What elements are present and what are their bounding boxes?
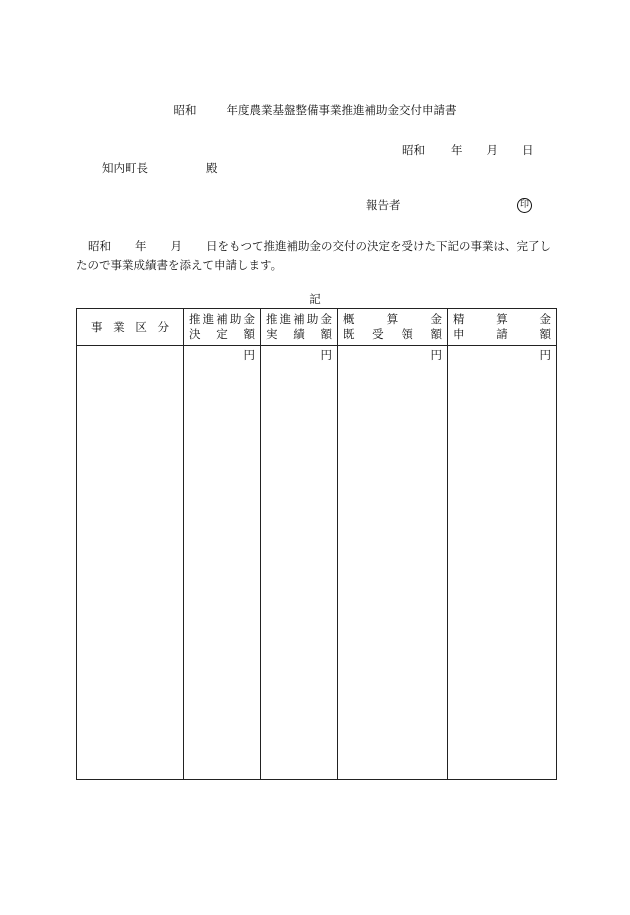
- body-year: 年: [135, 239, 147, 253]
- unit-yen: 円: [320, 348, 332, 362]
- cell-prepaid-received: [338, 346, 448, 780]
- col-header-project-category: 事 業 区 分: [77, 309, 184, 346]
- unit-yen: 円: [430, 348, 442, 362]
- cell-settlement-request: [448, 346, 557, 780]
- seal-mark: 印: [517, 198, 532, 213]
- ki-heading: 記: [309, 292, 321, 306]
- date-year: 年: [451, 143, 463, 157]
- date-month: 月: [486, 143, 498, 157]
- table-header-row: [77, 309, 557, 346]
- document-title: [0, 103, 630, 117]
- date-day: 日: [522, 143, 534, 157]
- table-row: [77, 346, 557, 780]
- cell-decided-amount: [184, 346, 261, 780]
- unit-yen: 円: [539, 348, 551, 362]
- title-era: 昭和: [173, 103, 197, 117]
- cell-project-category: [77, 346, 184, 780]
- col-header-prepaid-received: 概 算 金 既 受 領 額: [338, 309, 448, 346]
- record-table: [76, 308, 557, 780]
- date-line: [402, 143, 534, 157]
- col-header-settlement-request: 精 算 金 申 請 額: [448, 309, 557, 346]
- unit-yen: 円: [243, 348, 255, 362]
- addressee-honorific: 殿: [206, 161, 218, 175]
- cell-actual-amount: [261, 346, 338, 780]
- body-era: 昭和: [88, 239, 111, 253]
- body-paragraph: [76, 237, 556, 275]
- reporter-label: 報告者: [366, 198, 401, 212]
- col-header-decided-amount: 推 進 補 助 金 決 定 額: [184, 309, 261, 346]
- date-era: 昭和: [402, 143, 425, 157]
- body-month: 月: [170, 239, 182, 253]
- addressee: [102, 161, 218, 175]
- addressee-name: 知内町長: [102, 161, 148, 175]
- col-header-actual-amount: 推 進 補 助 金 実 績 額: [261, 309, 338, 346]
- title-text: 年度農業基盤整備事業推進補助金交付申請書: [226, 103, 457, 117]
- body-rest: 日をもつて推進補助金の交付の決定を受けた下記の事業は、完了したので事業成績書を添えて申請します。: [76, 239, 551, 272]
